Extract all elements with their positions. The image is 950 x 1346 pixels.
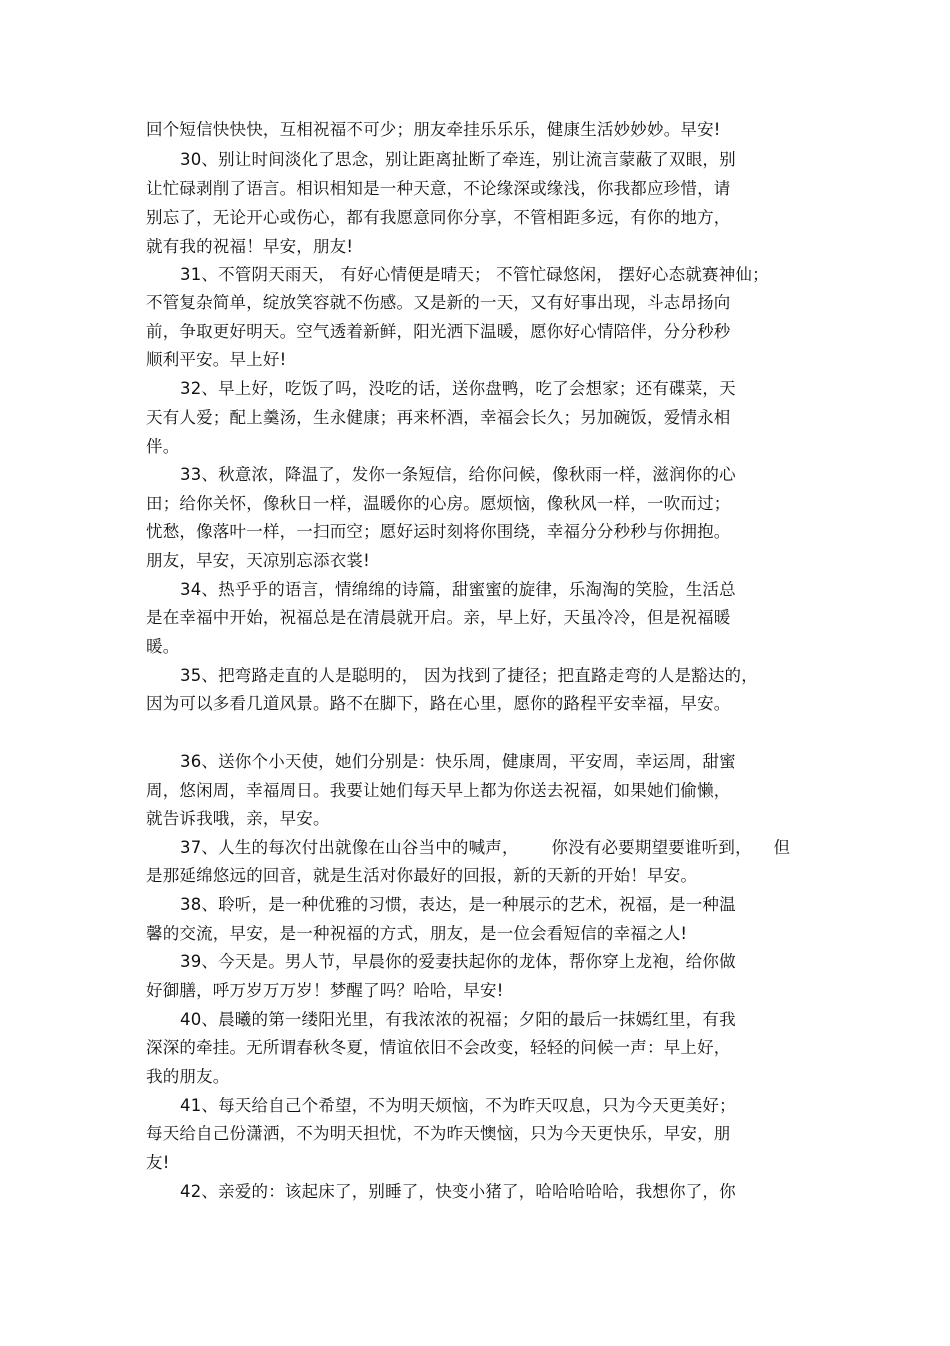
paragraph-36-line: 36、送你个小天使，她们分别是：快乐周，健康周，平安周，幸运周，甜蜜 (180, 752, 736, 771)
text-line: 周，悠闲周，幸福周日。我要让她们每天早上都为你送去祝福，如果她们偷懒， (146, 781, 731, 800)
text-line: 忧愁，像落叶一样，一扫而空；愿好运时刻将你围绕，幸福分分秒秒与你拥抱。 (146, 522, 731, 541)
text-line: 伴。 (146, 437, 180, 456)
text-line: 友! (146, 1153, 170, 1172)
text-line: 因为可以多看几道风景。路不在脚下，路在心里，愿你的路程平安幸福，早安。 (146, 694, 731, 713)
text-line: 让忙碌剥削了语言。相识相知是一种天意，不论缘深或缘浅，你我都应珍惜，请 (146, 179, 731, 198)
paragraph-38-line: 38、聆听，是一种优雅的习惯，表达，是一种展示的艺术，祝福，是一种温 (180, 895, 736, 914)
paragraph-34-line: 34、热乎乎的语言，情绵绵的诗篇，甜蜜蜜的旋律，乐淘淘的笑脸，生活总 (180, 580, 736, 599)
text-line: 就有我的祝福！早安，朋友! (146, 237, 354, 256)
paragraph-30-line: 30、别让时间淡化了思念，别让距离扯断了牵连，别让流言蒙蔽了双眼，别 (180, 150, 736, 169)
text-line: 每天给自己份潇洒，不为明天担忧，不为昨天懊恼，只为今天更快乐，早安，朋 (146, 1124, 731, 1143)
paragraph-41-line: 41、每天给自己个希望，不为明天烦恼，不为昨天叹息，只为今天更美好； (180, 1096, 736, 1115)
text-line: 别忘了，无论开心或伤心，都有我愿意同你分享，不管相距多远，有你的地方， (146, 208, 731, 227)
text-line: 我的朋友。 (146, 1067, 230, 1086)
paragraph-31-line: 31、不管阴天雨天， 有好心情便是晴天； 不管忙碌悠闲， 摆好心态就赛神仙； (180, 265, 769, 284)
paragraph-32-line: 32、早上好，吃饭了吗，没吃的话，送你盘鸭，吃了会想家；还有碟菜，天 (180, 379, 736, 398)
text-line: 馨的交流，早安，是一种祝福的方式，朋友，是一位会看短信的幸福之人! (146, 924, 688, 943)
text-line: 顺利平安。早上好! (146, 350, 287, 369)
paragraph-39-line: 39、今天是。男人节，早晨你的爱妻扶起你的龙体，帮你穿上龙袍，给你做 (180, 952, 736, 971)
paragraph-42-line: 42、亲爱的：该起床了，别睡了，快变小猪了，哈哈哈哈哈，我想你了，你 (180, 1182, 736, 1201)
text-line: 田；给你关怀，像秋日一样，温暖你的心房。愿烦恼，像秋风一样，一吹而过； (146, 494, 731, 513)
paragraph-33-line: 33、秋意浓，降温了，发你一条短信，给你问候，像秋雨一样，滋润你的心 (180, 465, 736, 484)
text-line: 深深的牵挂。无所谓春秋冬夏，情谊依旧不会改变，轻轻的问候一声：早上好， (146, 1038, 731, 1057)
text-line: 是那延绵悠远的回音，就是生活对你最好的回报，新的天新的开始！早安。 (146, 866, 698, 885)
text-line: 是在幸福中开始，祝福总是在清晨就开启。亲，早上好，天虽冷冷，但是祝福暖 (146, 608, 731, 627)
paragraph-37-line: 37、人生的每次付出就像在山谷当中的喊声， 你没有必要期望要谁听到， 但 (180, 838, 791, 857)
text-line: 暖。 (146, 637, 180, 656)
text-line: 天有人爱；配上羹汤，生永健康；再来杯酒，幸福会长久；另加碗饭，爱情永相 (146, 408, 731, 427)
text-line: 前，争取更好明天。空气透着新鲜，阳光洒下温暖，愿你好心情陪伴，分分秒秒 (146, 322, 731, 341)
text-line: 朋友，早安，天凉别忘添衣裳! (146, 551, 370, 570)
text-line: 就告诉我哦，亲，早安。 (146, 809, 330, 828)
text-line: 好御膳，呼万岁万万岁！梦醒了吗？哈哈，早安! (146, 981, 504, 1000)
text-line: 不管复杂简单，绽放笑容就不伤感。又是新的一天，又有好事出现，斗志昂扬向 (146, 293, 731, 312)
text-line: 回个短信快快快，互相祝福不可少；朋友牵挂乐乐乐，健康生活妙妙妙。早安! (146, 120, 721, 139)
paragraph-35-line: 35、把弯路走直的人是聪明的， 因为找到了捷径；把直路走弯的人是豁达的， (180, 666, 758, 685)
paragraph-40-line: 40、晨曦的第一缕阳光里，有我浓浓的祝福；夕阳的最后一抹嫣红里，有我 (180, 1010, 736, 1029)
